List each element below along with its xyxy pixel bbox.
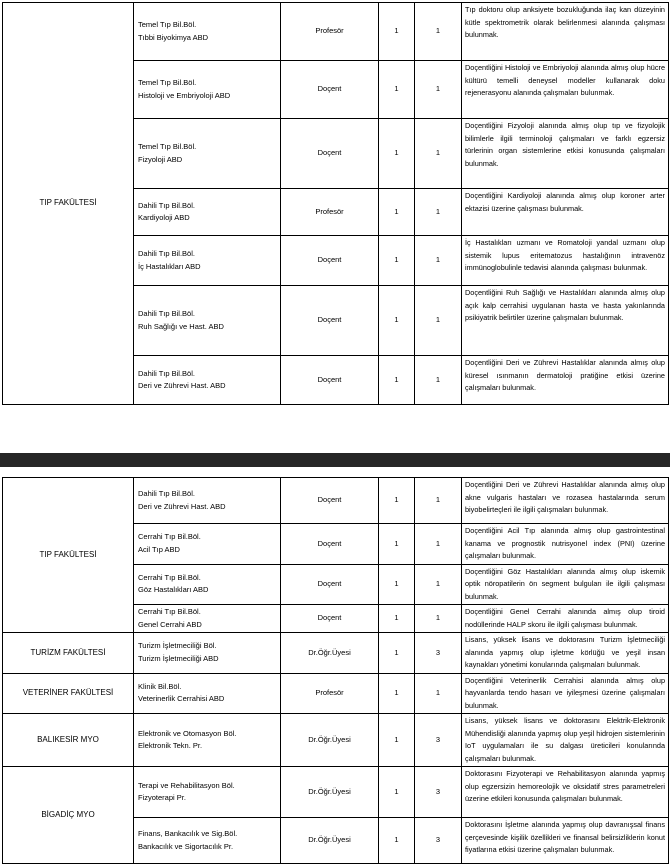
count2-cell: 1	[415, 3, 462, 61]
table-row	[3, 3, 669, 61]
title-cell: Dr.Öğr.Üyesi	[281, 818, 379, 864]
count1-cell: 1	[379, 356, 415, 405]
description-cell: Doçentliğini Fizyoloji alanında almış olup tıp ve fizyolojik bilimlerle ilgili terminoloji çalışmaları ve farklı egzersiz türlerinin organ sistemlerine etkisi konusunda çalışmaları bulunmak.	[462, 119, 669, 189]
title-cell: Doçent	[281, 119, 379, 189]
count2-cell: 3	[415, 767, 462, 818]
count1-cell: 1	[379, 714, 415, 767]
count1-cell: 1	[379, 189, 415, 236]
title-cell: Profesör	[281, 189, 379, 236]
count2-cell: 1	[415, 189, 462, 236]
faculty-cell: TIP FAKÜLTESİ	[3, 478, 134, 633]
description-cell: Doçentliğini Deri ve Zührevi Hastalıklar alanında almış olup küresel ısınmanın dermatoloji pratiğine etkisi üzerine çalışmaları bulunmak.	[462, 356, 669, 405]
count2-cell: 3	[415, 714, 462, 767]
count2-cell: 1	[415, 61, 462, 119]
count1-cell: 1	[379, 818, 415, 864]
count2-cell: 1	[415, 356, 462, 405]
unit-cell: Turizm İşletmeciliği Böl. Turizm İşletmeciliği ABD	[134, 633, 281, 674]
unit-cell: Temel Tıp Bil.Böl. Histoloji ve Embriyoloji ABD	[134, 61, 281, 119]
unit-cell: Dahili Tıp Bil.Böl. İç Hastalıkları ABD	[134, 236, 281, 286]
count2-cell: 3	[415, 818, 462, 864]
description-cell: Doçentliğini Veterinerlik Cerrahisi alanında almış olup hayvanlarda tendo hasarı ve iyileşmesi üzerine çalışmaları bulunmak.	[462, 673, 669, 714]
unit-cell: Cerrahi Tıp Bil.Böl. Genel Cerrahi ABD	[134, 605, 281, 633]
count2-cell: 3	[415, 633, 462, 674]
count2-cell: 1	[415, 478, 462, 524]
title-cell: Doçent	[281, 61, 379, 119]
count2-cell: 1	[415, 673, 462, 714]
count1-cell: 1	[379, 673, 415, 714]
count2-cell: 1	[415, 605, 462, 633]
faculty-cell: BALIKESİR MYO	[3, 714, 134, 767]
unit-cell: Dahili Tıp Bil.Böl. Ruh Sağlığı ve Hast. ABD	[134, 286, 281, 356]
table-row	[3, 633, 669, 674]
table-row	[3, 767, 669, 818]
unit-cell: Dahili Tıp Bil.Böl. Kardiyoloji ABD	[134, 189, 281, 236]
count1-cell: 1	[379, 286, 415, 356]
unit-cell: Terapi ve Rehabilitasyon Böl. Fizyoterapi Pr.	[134, 767, 281, 818]
title-cell: Profesör	[281, 673, 379, 714]
unit-cell: Finans, Bankacılık ve Sig.Böl. Bankacılık ve Sigortacılık Pr.	[134, 818, 281, 864]
count2-cell: 1	[415, 286, 462, 356]
title-cell: Dr.Öğr.Üyesi	[281, 633, 379, 674]
unit-cell: Klinik Bil.Böl. Veterinerlik Cerrahisi ABD	[134, 673, 281, 714]
page-separator-bar	[0, 453, 670, 467]
count1-cell: 1	[379, 3, 415, 61]
description-cell: Lisans, yüksek lisans ve doktorasını Turizm İşletmeciliği alanında yapmış olup işletme körlüğü ve yeşil insan kaynakları yönetimi konularında çalışmaları bulunmak.	[462, 633, 669, 674]
description-cell: Doçentliğini Genel Cerrahi alanında almış olup tiroid nodüllerinde HALP skoru ile ilgili çalışması bulunmak.	[462, 605, 669, 633]
count1-cell: 1	[379, 605, 415, 633]
description-cell: Doçentliğini Kardiyoloji alanında almış olup koroner arter ektazisi üzerine çalışması bulunmak.	[462, 189, 669, 236]
table-row	[3, 714, 669, 767]
title-cell: Profesör	[281, 3, 379, 61]
count2-cell: 1	[415, 236, 462, 286]
description-cell: İç Hastalıkları uzmanı ve Romatoloji yandal uzmanı olup sistemik lupus eritematozus hastalığının intravenöz immünoglobulinle tedavisi alanında çalışması bulunmak.	[462, 236, 669, 286]
title-cell: Doçent	[281, 236, 379, 286]
description-cell: Lisans, yüksek lisans ve doktorasını Elektrik-Elektronik Mühendisliği alanında yapmış olup yeşil hidrojen sistemlerinin IoT uygulamaları ile su dalgası üreticileri konularında çalışmaları bulunmak.	[462, 714, 669, 767]
unit-cell: Temel Tıp Bil.Böl. Tıbbi Biyokimya ABD	[134, 3, 281, 61]
table-row	[3, 478, 669, 524]
count1-cell: 1	[379, 564, 415, 605]
faculty-cell: VETERİNER FAKÜLTESİ	[3, 673, 134, 714]
unit-cell: Elektronik ve Otomasyon Böl. Elektronik Tekn. Pr.	[134, 714, 281, 767]
unit-cell: Temel Tıp Bil.Böl. Fizyoloji ABD	[134, 119, 281, 189]
count2-cell: 1	[415, 524, 462, 565]
description-cell: Doçentliğini Histoloji ve Embriyoloji alanında almış olup hücre kültürü temelli deneysel modeller kullanarak doku rejenerasyonu alanında çalışmaları bulunmak.	[462, 61, 669, 119]
count1-cell: 1	[379, 767, 415, 818]
title-cell: Doçent	[281, 286, 379, 356]
title-cell: Doçent	[281, 356, 379, 405]
staff-table-2	[2, 477, 669, 864]
description-cell: Doçentliğini Ruh Sağlığı ve Hastalıkları alanında almış olup açık kalp cerrahisi uygulanan hasta ve hasta yakınlarında psikiyatrik belirtiler üzerine çalışmaları bulunmak.	[462, 286, 669, 356]
count2-cell: 1	[415, 119, 462, 189]
description-cell: Doçentliğini Göz Hastalıkları alanında almış olup iskemik optik nöropatilerin ön segment bulguları ile ilgili çalışması bulunmak.	[462, 564, 669, 605]
title-cell: Doçent	[281, 605, 379, 633]
description-cell: Tıp doktoru olup anksiyete bozukluğunda ilaç kan düzeyinin kütle spektrometrik olarak belirlenmesi alanında çalışması bulunmak.	[462, 3, 669, 61]
table-row	[3, 673, 669, 714]
unit-cell: Cerrahi Tıp Bil.Böl. Göz Hastalıkları ABD	[134, 564, 281, 605]
title-cell: Doçent	[281, 564, 379, 605]
count1-cell: 1	[379, 61, 415, 119]
count1-cell: 1	[379, 524, 415, 565]
count2-cell: 1	[415, 564, 462, 605]
description-cell: Doktorasını İşletme alanında yapmış olup davranışsal finans çerçevesinde kişilik özellikleri ve finansal belirsizliklerin konut fiyatlarına etkisi üzerine çalışmaları bulunmak.	[462, 818, 669, 864]
count1-cell: 1	[379, 236, 415, 286]
unit-cell: Dahili Tıp Bil.Böl. Deri ve Zührevi Hast. ABD	[134, 478, 281, 524]
title-cell: Doçent	[281, 524, 379, 565]
staff-table-1	[2, 2, 669, 405]
faculty-cell: BİGADİÇ MYO	[3, 767, 134, 864]
unit-cell: Cerrahi Tıp Bil.Böl. Acil Tıp ABD	[134, 524, 281, 565]
title-cell: Dr.Öğr.Üyesi	[281, 714, 379, 767]
description-cell: Doçentliğini Deri ve Zührevi Hastalıklar alanında almış olup akne vulgaris hastaları ve rozasea hastalarında serum biyobelirteçleri ile ilgili çalışmaları bulunmak.	[462, 478, 669, 524]
count1-cell: 1	[379, 478, 415, 524]
faculty-cell: TIP FAKÜLTESİ	[3, 3, 134, 405]
title-cell: Dr.Öğr.Üyesi	[281, 767, 379, 818]
count1-cell: 1	[379, 119, 415, 189]
faculty-cell: TURİZM FAKÜLTESİ	[3, 633, 134, 674]
unit-cell: Dahili Tıp Bil.Böl. Deri ve Zührevi Hast. ABD	[134, 356, 281, 405]
description-cell: Doçentliğini Acil Tıp alanında almış olup gastrointestinal kanama ve prognostik nutrisyonel index (PNI) üzerine çalışmaları bulunmak.	[462, 524, 669, 565]
description-cell: Doktorasını Fizyoterapi ve Rehabilitasyon alanında yapmış olup egzersizin hemoreolojik ve oksidatif stres parametreleri üzerine etkileri konusunda çalışmaları bulunmak.	[462, 767, 669, 818]
count1-cell: 1	[379, 633, 415, 674]
title-cell: Doçent	[281, 478, 379, 524]
